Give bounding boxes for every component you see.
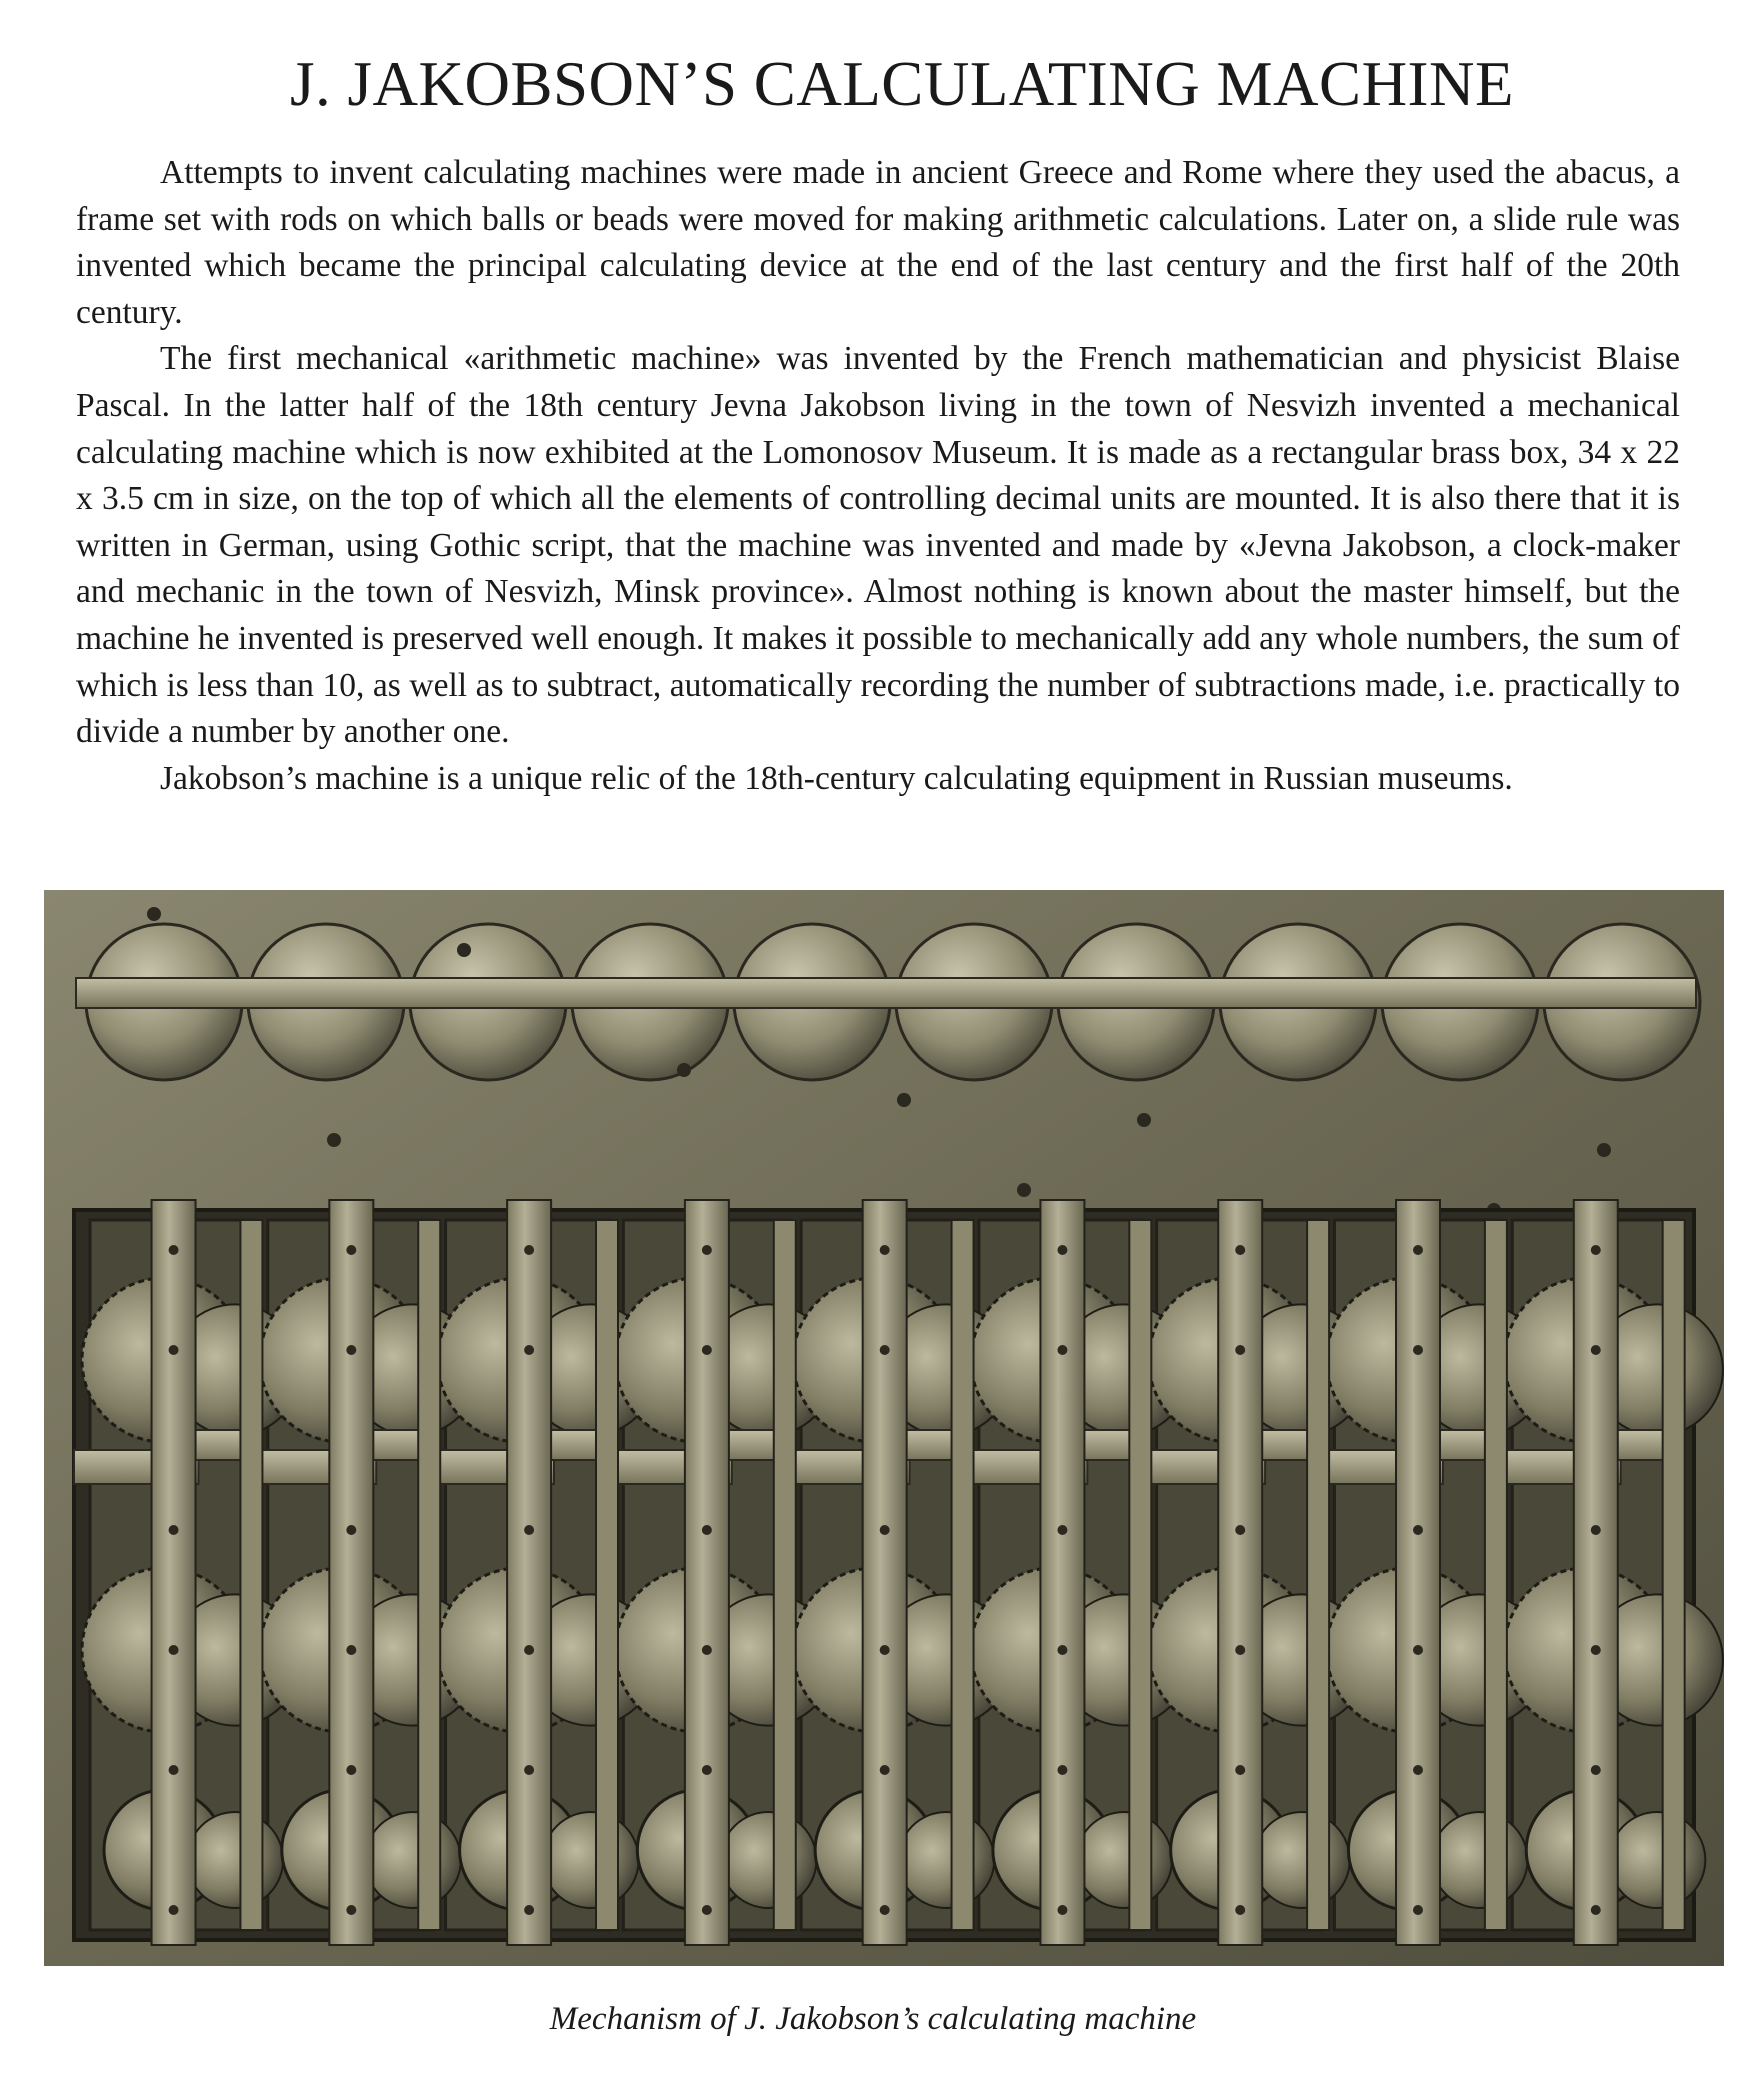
gear-wheel [1432,1812,1528,1908]
rivet [169,1905,179,1915]
rivet [702,1765,712,1775]
gear-wheel [1609,1812,1705,1908]
rivet [1235,1345,1245,1355]
slide-bar [1396,1200,1440,1945]
rivet [1413,1765,1423,1775]
screw [147,907,161,921]
rivet [169,1645,179,1655]
rivet [1235,1645,1245,1655]
side-bar [418,1220,440,1930]
rivet [1591,1765,1601,1775]
rivet [1235,1905,1245,1915]
side-bar [952,1220,974,1930]
rivet [524,1525,534,1535]
rivet [702,1345,712,1355]
rivet [880,1345,890,1355]
rivet [1057,1645,1067,1655]
rivet [524,1905,534,1915]
gear-wheel [1076,1812,1172,1908]
gear-wheel [543,1812,639,1908]
rivet [346,1645,356,1655]
rivet [169,1245,179,1255]
screw [677,1063,691,1077]
rivet [346,1345,356,1355]
rivet [702,1905,712,1915]
gear-wheel [365,1812,461,1908]
side-bar [1485,1220,1507,1930]
gear-wheel [1254,1812,1350,1908]
gear-wheel [898,1812,994,1908]
gear-wheel [187,1812,283,1908]
rivet [1235,1525,1245,1535]
slide-bar [1040,1200,1084,1945]
article-body [76,150,1680,802]
gear-wheel [720,1812,816,1908]
screw [457,943,471,957]
rivet [1591,1645,1601,1655]
rivet [1413,1645,1423,1655]
rivet [880,1245,890,1255]
paragraph-3: Jakobson’s machine is a unique relic of the 18th-century calculating equipment in Russian museums. [160,759,1513,797]
side-bar [774,1220,796,1930]
figure-caption: Mechanism of J. Jakobson’s calculating machine [549,2001,1197,2037]
rivet [1235,1245,1245,1255]
rivet [1413,1905,1423,1915]
rivet [880,1645,890,1655]
rivet [524,1245,534,1255]
slide-bar [329,1200,373,1945]
rivet [169,1525,179,1535]
rivet [346,1765,356,1775]
machine-illustration [44,890,1724,1966]
rivet [1057,1525,1067,1535]
rivet [169,1765,179,1775]
rivet [1057,1245,1067,1255]
paragraph-2: The first mechanical «arithmetic machine» was invented by the French mathematician and physicist Blaise Pascal. In the latter half of the 18th century Jevna Jakobson living in the town of Nesvizh invented a mechanical calculating machine which is now exhibited at the Lomonosov Museum. It is made as a rectangular brass box, 34 x 22 x 3.5 cm in size, on the top of which all the elements of controlling decimal units are mounted. It is also there that it is written in German, using Gothic script, that the machine was invented and made by «Jevna Jakobson, a clock-maker and mechanic in the town of Nesvizh, Minsk province». Almost nothing is known about the master himself, but the machine he invented is preserved well enough. It makes it possible to mechanically add any whole numbers, the sum of which is less than 10, as well as to subtract, automatically recording the number of subtractions made, i.e. practically to divide a number by another one. [76,340,1680,751]
screw [897,1093,911,1107]
side-bar [1663,1220,1685,1930]
rivet [1057,1905,1067,1915]
slide-bar [685,1200,729,1945]
rivet [169,1345,179,1355]
screw [1137,1113,1151,1127]
rivet [702,1525,712,1535]
rivet [346,1525,356,1535]
page-title: J. JAKOBSON’S CALCULATING MACHINE [289,49,1515,119]
slide-bar [507,1200,551,1945]
side-bar [1129,1220,1151,1930]
rivet [1591,1525,1601,1535]
rivet [880,1765,890,1775]
rivet [1591,1345,1601,1355]
side-bar [596,1220,618,1930]
rivet [1235,1765,1245,1775]
rivet [524,1765,534,1775]
machine-photo [44,890,1724,1966]
rivet [1413,1245,1423,1255]
rivet [702,1245,712,1255]
rivet [1591,1905,1601,1915]
rivet [524,1345,534,1355]
slide-bar [1574,1200,1618,1945]
rivet [880,1905,890,1915]
rivet [1413,1345,1423,1355]
slide-bar [152,1200,196,1945]
rivet [524,1645,534,1655]
screw [327,1133,341,1147]
side-bar [1307,1220,1329,1930]
slide-bar [1218,1200,1262,1945]
rivet [1413,1525,1423,1535]
screw [1597,1143,1611,1157]
paragraph-1: Attempts to invent calculating machines were made in ancient Greece and Rome where they used the abacus, a frame set with rods on which balls or beads were moved for making arithmetic calculations. Later on, a slide rule was invented which became the principal calculating device at the end of the last century and the first half of the 20th century. [76,154,1680,331]
rivet [1591,1245,1601,1255]
rivet [346,1905,356,1915]
rivet [1057,1345,1067,1355]
rivet [702,1645,712,1655]
rivet [880,1525,890,1535]
screw [1017,1183,1031,1197]
rivet [1057,1765,1067,1775]
slide-bar [863,1200,907,1945]
rivet [346,1245,356,1255]
side-bar [240,1220,262,1930]
